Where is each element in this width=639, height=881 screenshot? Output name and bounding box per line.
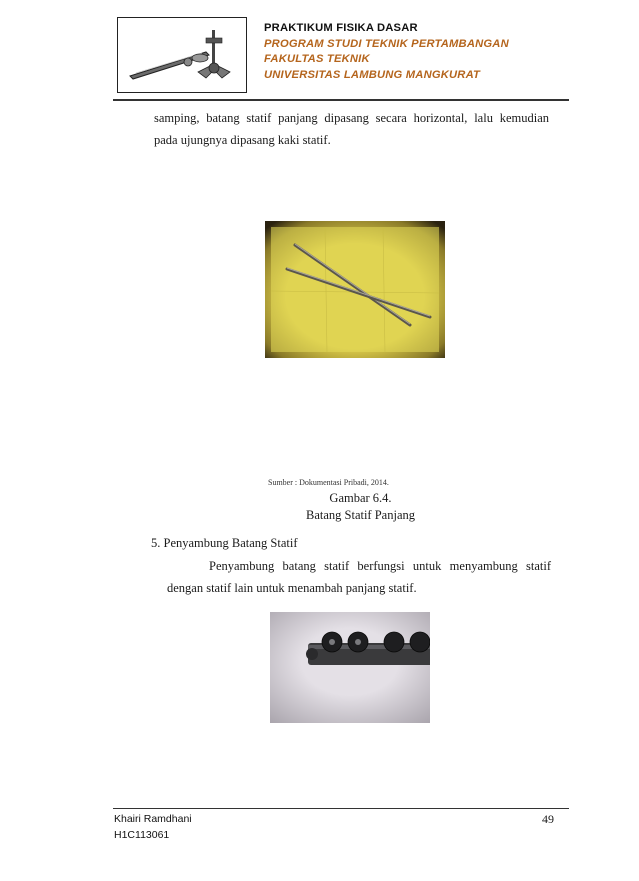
metal-rods-photo-icon [265,221,445,358]
footer-divider [113,808,569,809]
header-title-block [264,21,509,83]
paragraph-1 [154,107,549,151]
header-program: PROGRAM STUDI TEKNIK PERTAMBANGAN [264,37,509,50]
figure-1-caption [0,508,639,523]
figure-1-number-text: Gambar 6.4. [329,491,392,505]
paragraph-1-line-2: pada ujungnya dipasang kaki statif. [154,133,331,147]
paragraph-1-line-1: samping, batang statif panjang dipasang secara horizontal, lalu kemudian [154,111,549,125]
header-divider [113,99,569,101]
footer-student-id: H1C113061 [114,829,170,841]
paragraph-2-line-2: dengan statif lain untuk menambah panjang statif. [167,581,417,595]
paragraph-2-line-1: Penyambung batang statif berfungsi untuk menyambung statif [209,559,551,573]
figure-1-photo [265,221,445,358]
list-item-5-heading: 5. Penyambung Batang Statif [151,536,298,550]
header-faculty: FAKULTAS TEKNIK [264,53,370,65]
figure-1-caption-text: Batang Statif Panjang [305,508,415,522]
header-logo [117,17,247,93]
figure-1-source: Sumber : Dokumentasi Pribadi, 2014. [268,478,389,487]
header-course-title: PRAKTIKUM FISIKA DASAR [264,22,418,34]
figure-1-number [0,491,639,506]
connector-block-photo-icon [270,612,430,723]
figure-2-photo [270,612,430,723]
page-number: 49 [542,812,554,826]
header-university: UNIVERSITAS LAMBUNG MANGKURAT [264,68,481,81]
statif-sketch-icon [118,18,246,92]
footer-author-name: Khairi Ramdhani [114,813,192,825]
